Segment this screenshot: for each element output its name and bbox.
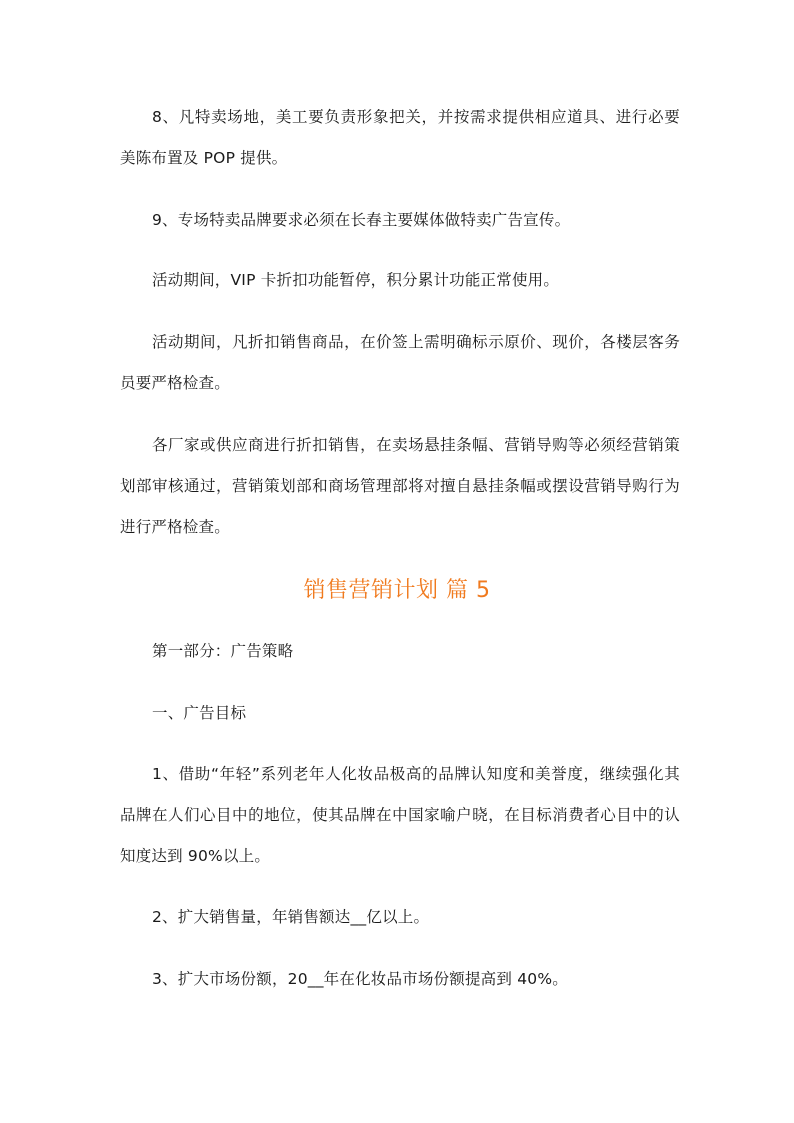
paragraph-goal-2: 2、扩大销售量，年销售额达__亿以上。	[152, 908, 430, 926]
paragraph-goal-1: 1、借助“年轻”系列老年人化妆品极高的品牌认知度和美誉度，继续强化其品牌在人们心目中的地位，使其品牌在中国家喻户晓，在目标消费者心目中的认知度达到 90%以上。	[120, 765, 680, 865]
paragraph-ad-goal-heading: 一、广告目标	[152, 704, 247, 722]
paragraph-part-one: 第一部分：广告策略	[152, 642, 294, 660]
paragraph-vip-card: 活动期间，VIP 卡折扣功能暂停，积分累计功能正常使用。	[152, 271, 560, 289]
paragraph-price-tags: 活动期间，凡折扣销售商品，在价签上需明确标示原价、现价，各楼层客务员要严格检查。	[120, 333, 680, 392]
paragraph-banners: 各厂家或供应商进行折扣销售，在卖场悬挂条幅、营销导购等必须经营销策划部审核通过，营销策划部和商场管理部将对擅自悬挂条幅或摆设营销导购行为进行严格检查。	[120, 436, 680, 536]
paragraph-item-8: 8、凡特卖场地，美工要负责形象把关，并按需求提供相应道具、进行必要美陈布置及 POP 提供。	[120, 108, 680, 167]
section-title: 销售营销计划 篇 5	[303, 578, 491, 603]
paragraph-goal-3: 3、扩大市场份额，20__年在化妆品市场份额提高到 40%。	[152, 970, 568, 988]
paragraph-item-9: 9、专场特卖品牌要求必须在长春主要媒体做特卖广告宣传。	[152, 211, 571, 229]
